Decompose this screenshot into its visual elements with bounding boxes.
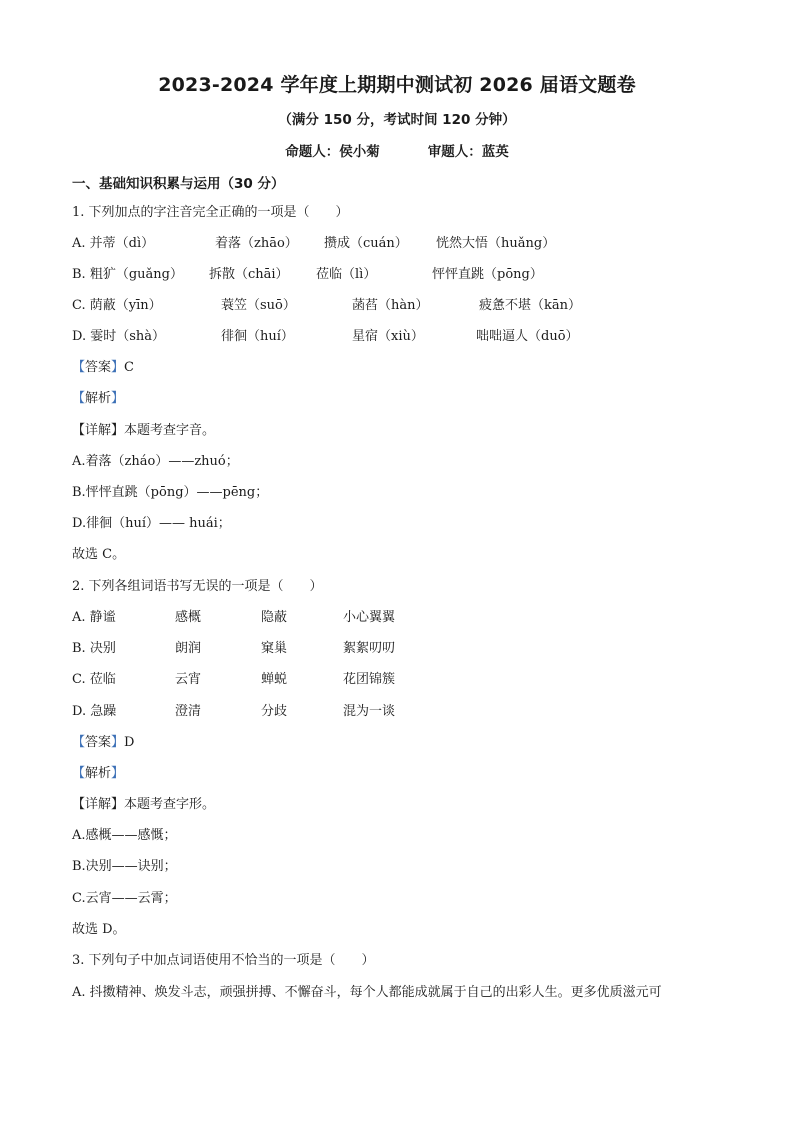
q2-option-a-2: 感概: [175, 610, 202, 625]
q2-conclusion: 故选 D。: [72, 922, 126, 937]
q1-option-b-3: 莅临（lì）: [316, 267, 377, 282]
q2-option-a-1: A. 静谧: [72, 610, 116, 625]
q1-option-b-2: 拆散（chāi）: [209, 267, 289, 282]
q2-stem: 2. 下列各组词语书写无误的一项是（ ）: [72, 579, 323, 594]
q1-option-c-3: 菡萏（hàn）: [352, 298, 429, 313]
q1-detail-label: 详解: [85, 423, 112, 438]
q1-option-a-1: A. 并蒂（dì）: [72, 236, 155, 251]
q2-analysis-label: 解析: [85, 766, 112, 781]
q1-option-b-4: 怦怦直跳（pōng）: [432, 267, 543, 282]
q2-option-a-4: 小心翼翼: [343, 610, 396, 625]
q1-note-b: B.怦怦直跳（pōng）——pēng；: [72, 485, 269, 500]
q2-detail-text: 本题考查字形。: [124, 797, 216, 812]
q2-answer: 【答案】D: [72, 735, 135, 750]
q1-option-b-1: B. 粗犷（guǎng）: [72, 267, 183, 282]
setter-label: 命题人：侯小菊: [285, 144, 380, 160]
q2-note-a: A.感概——感慨；: [72, 828, 177, 843]
q1-conclusion: 故选 C。: [72, 547, 126, 562]
q2-detail-label: 详解: [85, 797, 112, 812]
q1-option-c-4: 疲惫不堪（kān）: [479, 298, 582, 313]
q1-analysis-label: 解析: [85, 391, 112, 406]
q1-option-d-2: 徘徊（huí）: [221, 329, 294, 344]
q2-detail: 【详解】本题考查字形。: [72, 797, 216, 812]
q2-option-d-4: 混为一谈: [343, 704, 396, 719]
q2-answer-value: D: [124, 735, 135, 750]
q2-option-c-2: 云宵: [175, 672, 202, 687]
q1-option-c-1: C. 荫蔽（yīn）: [72, 298, 162, 313]
q1-stem: 1. 下列加点的字注音完全正确的一项是（ ）: [72, 205, 349, 220]
q1-detail: 【详解】本题考查字音。: [72, 423, 216, 438]
q1-answer-value: C: [124, 360, 134, 375]
q2-option-b-4: 絮絮叨叨: [343, 641, 396, 656]
q2-answer-label: 答案: [85, 735, 112, 750]
q2-option-d-1: D. 急躁: [72, 704, 117, 719]
q1-option-c-2: 蓑笠（suō）: [221, 298, 296, 313]
exam-subtitle: （满分 150 分，考试时间 120 分钟）: [278, 112, 516, 128]
q1-analysis: 【解析】: [72, 391, 125, 406]
q2-option-c-4: 花团锦簇: [343, 672, 396, 687]
q1-option-d-3: 星宿（xiù）: [352, 329, 424, 344]
q1-option-d-1: D. 霎时（shà）: [72, 329, 166, 344]
q1-answer-label: 答案: [85, 360, 112, 375]
q2-option-a-3: 隐蔽: [261, 610, 288, 625]
q2-option-c-3: 蝉蜕: [261, 672, 288, 687]
section-heading: 一、基础知识积累与运用（30 分）: [72, 176, 285, 192]
q1-note-a: A.着落（zháo）——zhuó；: [72, 454, 239, 469]
q3-stem: 3. 下列句子中加点词语使用不恰当的一项是（ ）: [72, 953, 375, 968]
q1-answer: 【答案】C: [72, 360, 134, 375]
q1-option-d-4: 咄咄逼人（duō）: [476, 329, 579, 344]
q1-note-d: D.徘徊（huí）—— huái；: [72, 516, 231, 531]
q2-analysis: 【解析】: [72, 766, 125, 781]
q2-option-b-2: 朗润: [175, 641, 202, 656]
q1-option-a-3: 攒成（cuán）: [324, 236, 408, 251]
q1-detail-text: 本题考查字音。: [124, 423, 216, 438]
q2-option-b-1: B. 决别: [72, 641, 116, 656]
q3-option-a: A. 抖擞精神、焕发斗志，顽强拼搏、不懈奋斗，每个人都能成就属于自己的出彩人生。更多优质滋元可: [72, 985, 662, 1000]
q2-option-d-2: 澄清: [175, 704, 202, 719]
exam-title: 2023-2024 学年度上期期中测试初 2026 届语文题卷: [158, 74, 636, 96]
q2-option-d-3: 分歧: [261, 704, 288, 719]
q1-option-a-2: 着落（zhāo）: [215, 236, 298, 251]
q1-option-a-4: 恍然大悟（huǎng）: [436, 236, 556, 251]
q2-option-b-3: 窠巢: [261, 641, 288, 656]
q2-option-c-1: C. 莅临: [72, 672, 116, 687]
q2-note-b: B.决别——诀别；: [72, 859, 177, 874]
q2-note-c: C.云宵——云霄；: [72, 891, 177, 906]
exam-authors: [0, 140, 794, 160]
reviewer-label: 审题人：蓝英: [427, 144, 509, 160]
